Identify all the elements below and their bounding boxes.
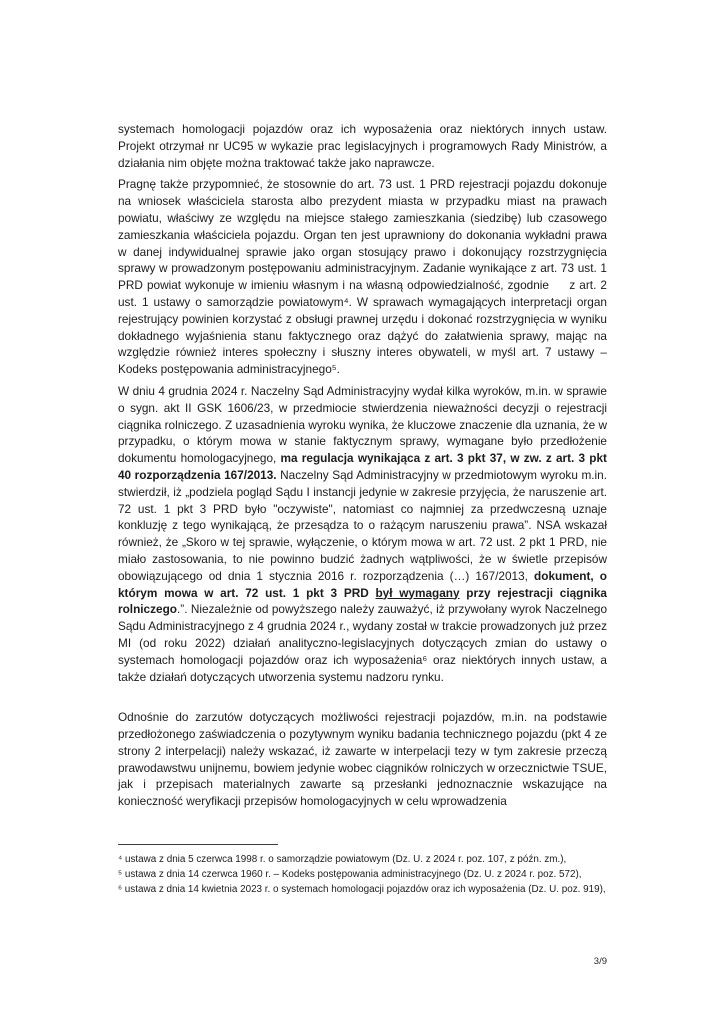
- footnote-6: ⁶ ustawa z dnia 14 kwietnia 2023 r. o systemach homologacji pojazdów oraz ich wyposażenia (Dz. U. poz. 919),: [118, 884, 606, 896]
- text-run: Naczelny Sąd Administracyjny w przedmiotowym wyroku m.in. stwierdził, iż „podziela pogląd Sądu I instancji jedynie w zakresie przyjęcia, że naruszenie art. 72 ust. 1 pkt 3 PRD było "oczywiste", natomiast co najmniej za przedwczesną uznaje konkluzję z tego wynikającą, że przesądza to o rażącym naruszeniu prawa”. NSA wskazał również, że „Skoro w tej sprawie, wyłączenie, o którym mowa w art. 72 ust. 2 pkt 1 PRD, nie miało zastosowania, to nie powinno budzić żadnych wątpliwości, że w świetle przepisów obowiązującego od dnia 1 stycznia 2016 r. rozporządzenia (…) 167/2013,: [118, 467, 608, 583]
- text-run-bold: ma regulacja wynikająca z art. 3 pkt 37, w zw. z art. 3 pkt 40 rozporządzenia 167/2013.: [118, 451, 607, 482]
- text-run-bold: przy rejestracji ciągnika rolniczego: [118, 585, 607, 617]
- footnote-separator: [118, 844, 278, 845]
- paragraph-nsa-judgment: [118, 383, 607, 685]
- footnote-5: ⁵ ustawa z dnia 14 czerwca 1960 r. – Kodeks postępowania administracyjnego (Dz. U. z 2024 r. poz. 572),: [118, 869, 582, 881]
- paragraph-registration-authority: Pragnę także przypomnieć, że stosownie do art. 73 ust. 1 PRD rejestracji pojazdu dokonuje na wniosek właściciela starosta albo prezydent miasta w przypadku miast na prawach powiatu, właściwy ze względu na miejsce stałego zamieszkania (siedzibę) lub czasowego zamieszkania właściciela pojazdu. Organ ten jest uprawniony do dokonania wykładni prawa w danej indywidualnej sprawie jako organ stosujący prawo i dokonujący rozstrzygnięcia sprawy w prowadzonym postępowaniu administracyjnym. Zadanie wynikające z art. 73 ust. 1 PRD powiat wykonuje w imieniu własnym i na własną odpowiedzialność, zgodnie z art. 2 ust. 1 ustawy o samorządzie powiatowym⁴. W sprawach wymagających interpretacji organ rejestrujący powinien korzystać z obsługi prawnej urzędu i dokonać rozstrzygnięcia w wyniku dokładnego wyjaśnienia stanu faktycznego oraz dążyć do załatwienia sprawy, mając na względzie również interes społeczny i słuszny interes obywateli, w myśl art. 7 ustawy – Kodeks postępowania administracyjnego⁵.: [118, 177, 607, 377]
- text-run: .”. Niezależnie od powyższego należy zauważyć, iż przywołany wyrok Naczelnego Sądu Administracyjnego z 4 grudnia 2024 r., wydany został w trakcie prowadzonych już przez MI (od roku 2022) działań analityczno-legislacyjnych dotyczących zmian do ustawy o systemach homologacji pojazdów oraz ich wyposażenia⁶ oraz niektórych innych ustaw, a także działań dotyczących utworzenia systemu nadzoru rynku.: [118, 602, 607, 684]
- page-body: [118, 121, 607, 815]
- footnotes-section: [118, 844, 616, 898]
- page-number: 3/9: [593, 956, 607, 967]
- text-run-bold: dokument, o którym mowa w art. 72 ust. 1 pkt 3 PRD: [118, 568, 608, 600]
- text-run-bold-underline: był wymagany: [375, 585, 460, 600]
- footnote-4: ⁴ ustawa z dnia 5 czerwca 1998 r. o samorządzie powiatowym (Dz. U. z 2024 r. poz. 107, z późn. zm.),: [118, 854, 567, 865]
- text-run: W dniu 4 grudnia 2024 r. Naczelny Sąd Administracyjny wydał kilka wyroków, m.in. w sprawie o sygn. akt II GSK 1606/23, w przedmiocie stwierdzenia nieważności decyzji o rejestracji ciągnika rolniczego. Z uzasadnienia wyroku wynika, że kluczowe znaczenie dla uznania, że w przypadku, o którym mowa w stanie faktycznym sprawy, wymagane było przedłożenie dokumentu homologacyjnego,: [118, 383, 607, 466]
- paragraph-continuation: systemach homologacji pojazdów oraz ich wyposażenia oraz niektórych innych ustaw. Projekt otrzymał nr UC95 w wykazie prac legislacyjnych i programowych Rady Ministrów, a działania nim objęte można traktować także jako naprawcze.: [118, 122, 607, 170]
- paragraph-interpellation-objections: Odnośnie do zarzutów dotyczących możliwości rejestracji pojazdów, m.in. na podstawie przedłożonego zaświadczenia o pozytywnym wyniku badania technicznego pojazdu (pkt 4 ze strony 2 interpelacji) należy wskazać, iż zawarte w interpelacji tezy w tym zakresie przeczą prawodawstwu unijnemu, bowiem jedynie wobec ciągników rolniczych w orzecznictwie TSUE, jak i przepisach materialnych zawarte są przesłanki jednoznacznie wskazujące na konieczność weryfikacji przepisów homologacyjnych w celu wprowadzenia: [118, 710, 607, 809]
